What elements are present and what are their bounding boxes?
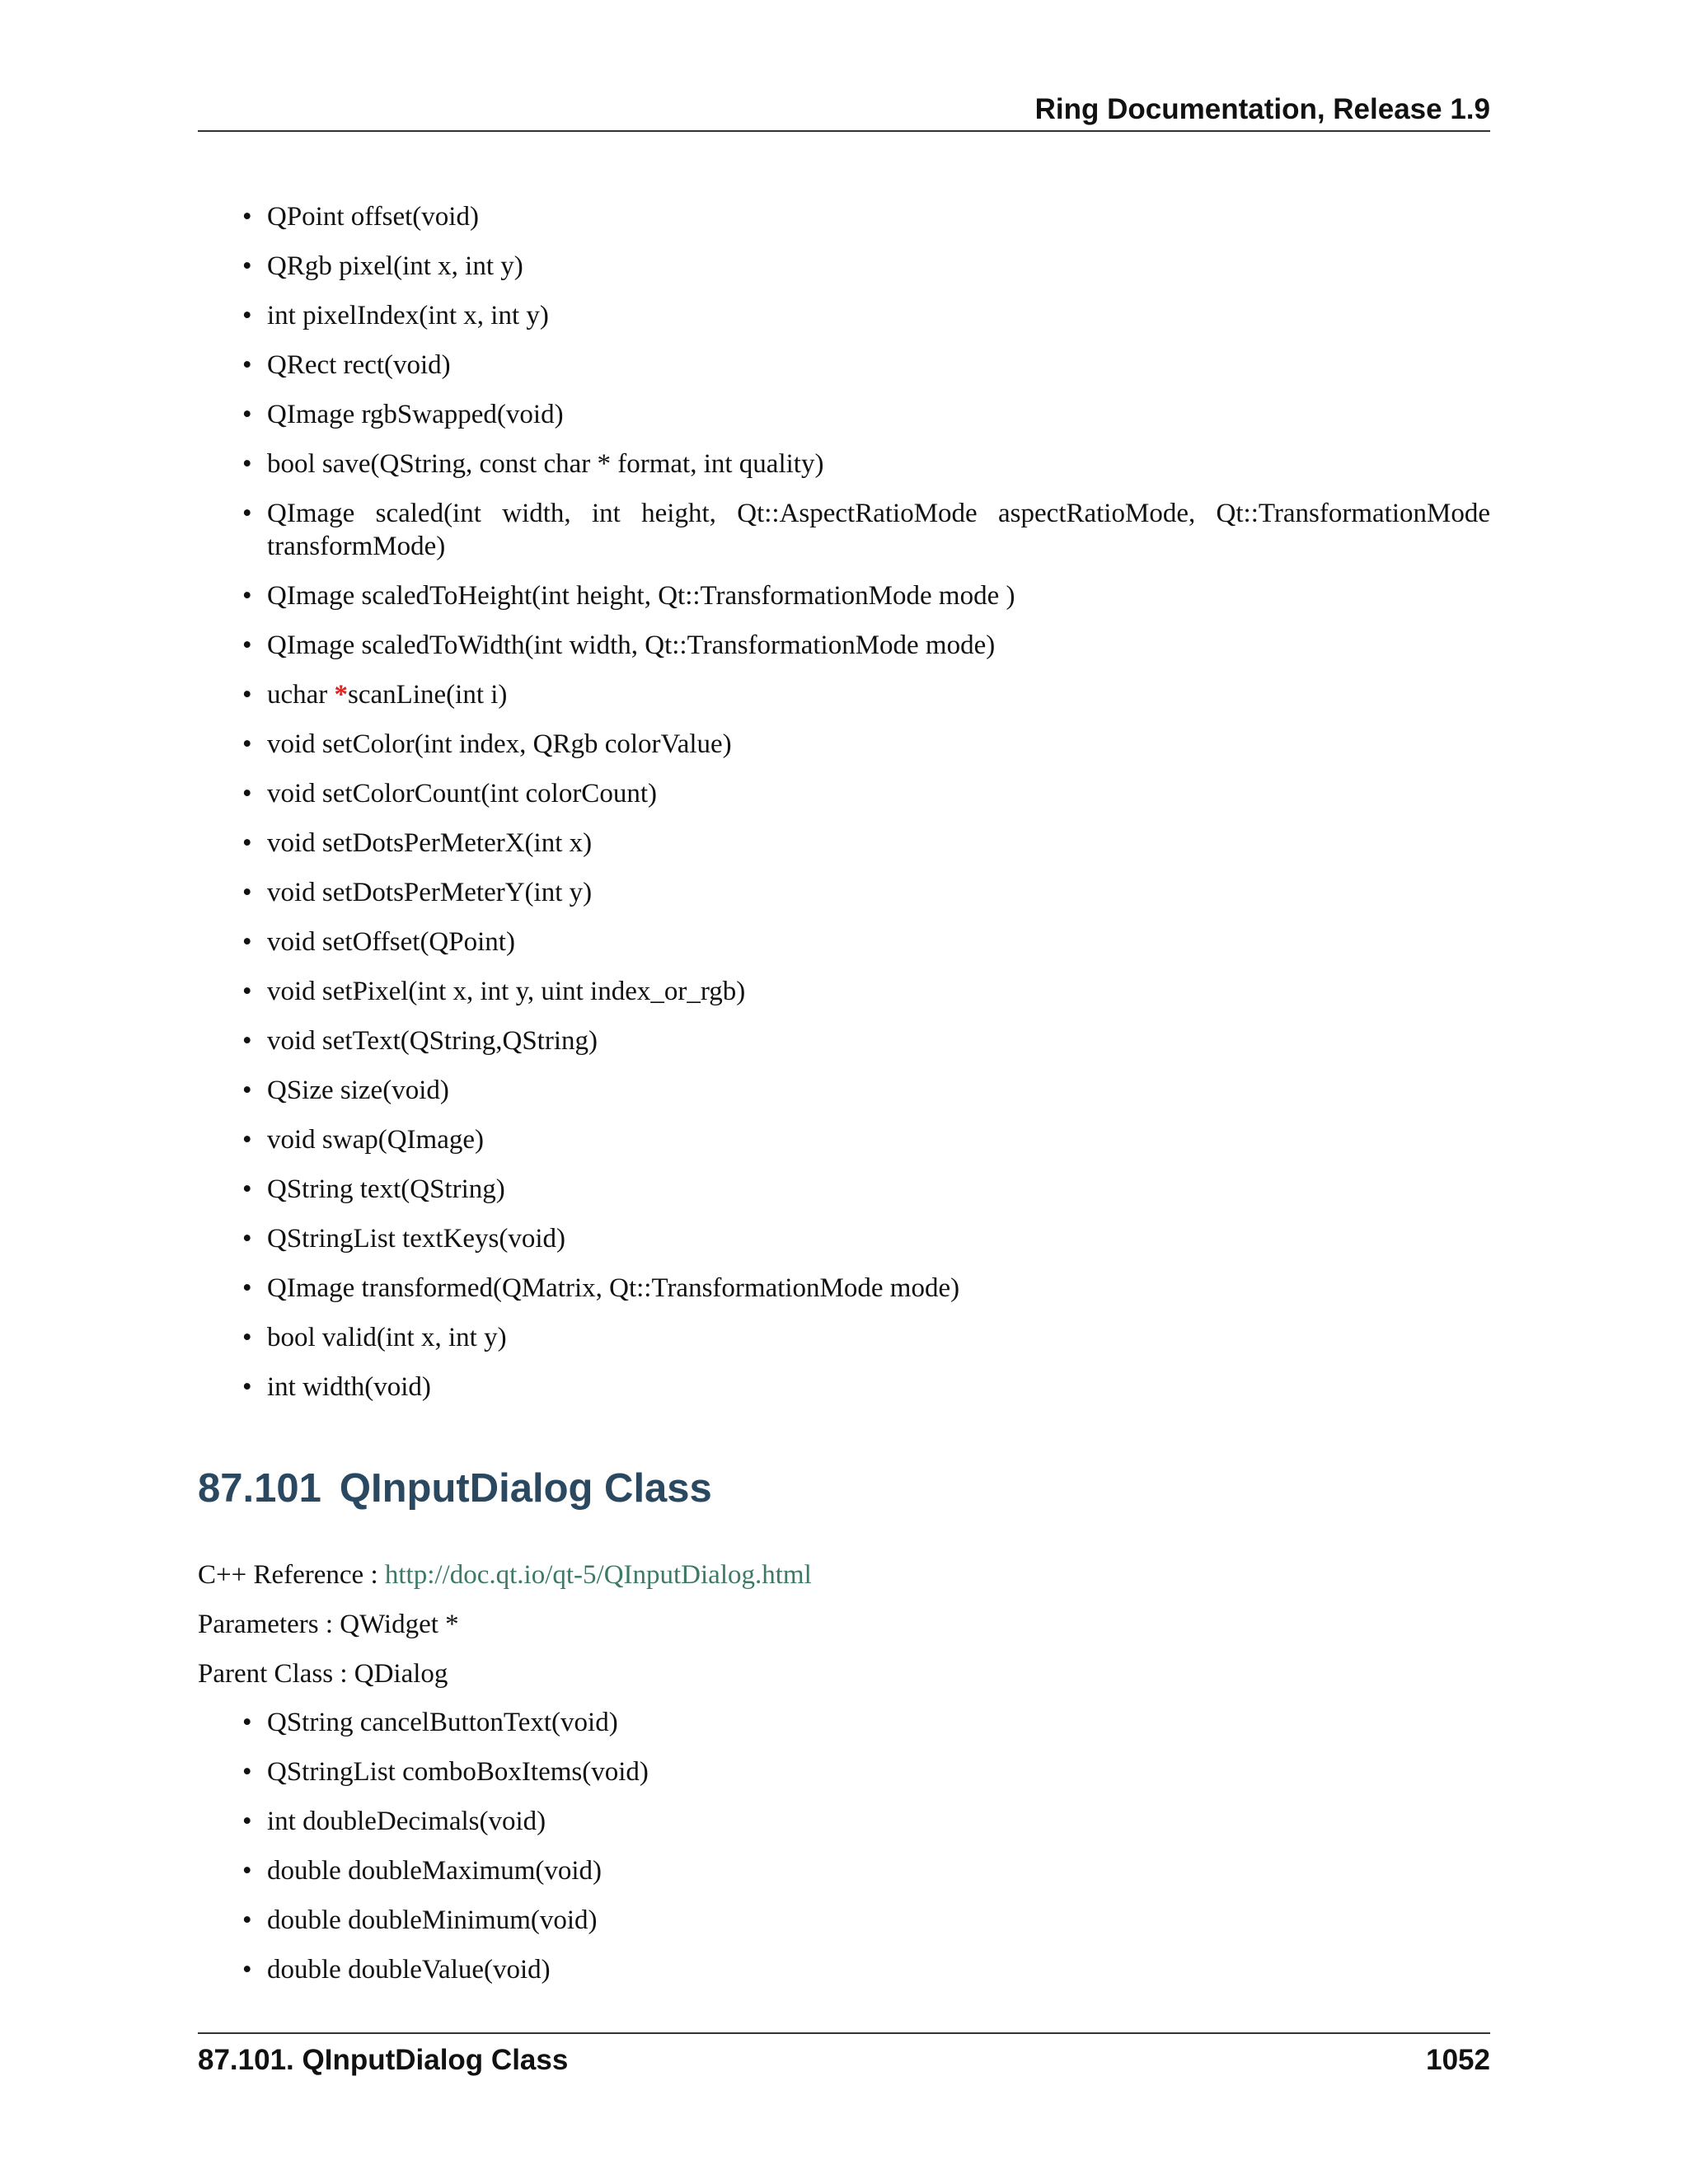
list-item: • QRect rect(void) bbox=[239, 349, 1490, 382]
list-item: • void setDotsPerMeterY(int y) bbox=[239, 876, 1490, 909]
section-number: 87.101 bbox=[198, 1466, 321, 1511]
list-item: • void setColorCount(int colorCount) bbox=[239, 777, 1490, 810]
list-item: • bool valid(int x, int y) bbox=[239, 1321, 1490, 1354]
list-item: • QImage scaled(int width, int height, Qt::AspectRatioMode aspectRatioMode, Qt::TransformationMode transformMode) bbox=[239, 497, 1490, 563]
parent-class-line: Parent Class : QDialog bbox=[198, 1659, 448, 1689]
footer-section-label: 87.101. QInputDialog Class bbox=[198, 2044, 569, 2076]
list-item: • QPoint offset(void) bbox=[239, 200, 1490, 233]
list-item: • QImage rgbSwapped(void) bbox=[239, 398, 1490, 431]
running-footer bbox=[198, 2032, 1490, 2079]
list-item: • double doubleValue(void) bbox=[239, 1953, 1490, 1986]
list-item: • QString text(QString) bbox=[239, 1173, 1490, 1206]
list-item: • void swap(QImage) bbox=[239, 1123, 1490, 1156]
cpp-reference-line bbox=[198, 1558, 812, 1591]
section-heading bbox=[198, 1464, 712, 1513]
method-list-qimage bbox=[239, 200, 1490, 1420]
list-item: • QRgb pixel(int x, int y) bbox=[239, 250, 1490, 283]
list-item bbox=[239, 678, 1490, 711]
list-item: • int width(void) bbox=[239, 1371, 1490, 1404]
list-item: • QStringList comboBoxItems(void) bbox=[239, 1755, 1490, 1788]
list-item: • void setPixel(int x, int y, uint index_or_rgb) bbox=[239, 975, 1490, 1008]
list-item: • void setText(QString,QString) bbox=[239, 1024, 1490, 1057]
page-number: 1052 bbox=[1426, 2044, 1490, 2076]
list-item: • double doubleMinimum(void) bbox=[239, 1904, 1490, 1937]
list-item: • int pixelIndex(int x, int y) bbox=[239, 299, 1490, 332]
list-item: • QSize size(void) bbox=[239, 1074, 1490, 1107]
list-item: • void setOffset(QPoint) bbox=[239, 926, 1490, 958]
reference-label: C++ Reference : bbox=[198, 1560, 385, 1590]
pointer-star: * bbox=[334, 680, 349, 710]
header-title: Ring Documentation, Release 1.9 bbox=[1034, 93, 1490, 125]
list-item: • QImage scaledToWidth(int width, Qt::TransformationMode mode) bbox=[239, 629, 1490, 662]
scanline-prefix: uchar bbox=[267, 680, 335, 710]
parameters-line: Parameters : QWidget * bbox=[198, 1610, 459, 1639]
method-list-qinputdialog bbox=[239, 1706, 1490, 2003]
running-header bbox=[198, 89, 1490, 132]
reference-link[interactable]: http://doc.qt.io/qt-5/QInputDialog.html bbox=[384, 1560, 812, 1590]
list-item: • QStringList textKeys(void) bbox=[239, 1222, 1490, 1255]
list-item: • QString cancelButtonText(void) bbox=[239, 1706, 1490, 1739]
list-item: • void setColor(int index, QRgb colorValue) bbox=[239, 728, 1490, 761]
list-item: • bool save(QString, const char * format, int quality) bbox=[239, 448, 1490, 480]
list-item: • double doubleMaximum(void) bbox=[239, 1854, 1490, 1887]
list-item: • void setDotsPerMeterX(int x) bbox=[239, 827, 1490, 860]
list-item: • int doubleDecimals(void) bbox=[239, 1805, 1490, 1838]
section-title: QInputDialog Class bbox=[339, 1466, 712, 1511]
scanline-suffix: scanLine(int i) bbox=[348, 680, 508, 710]
list-item: • QImage scaledToHeight(int height, Qt::TransformationMode mode ) bbox=[239, 579, 1490, 612]
list-item: • QImage transformed(QMatrix, Qt::TransformationMode mode) bbox=[239, 1272, 1490, 1305]
